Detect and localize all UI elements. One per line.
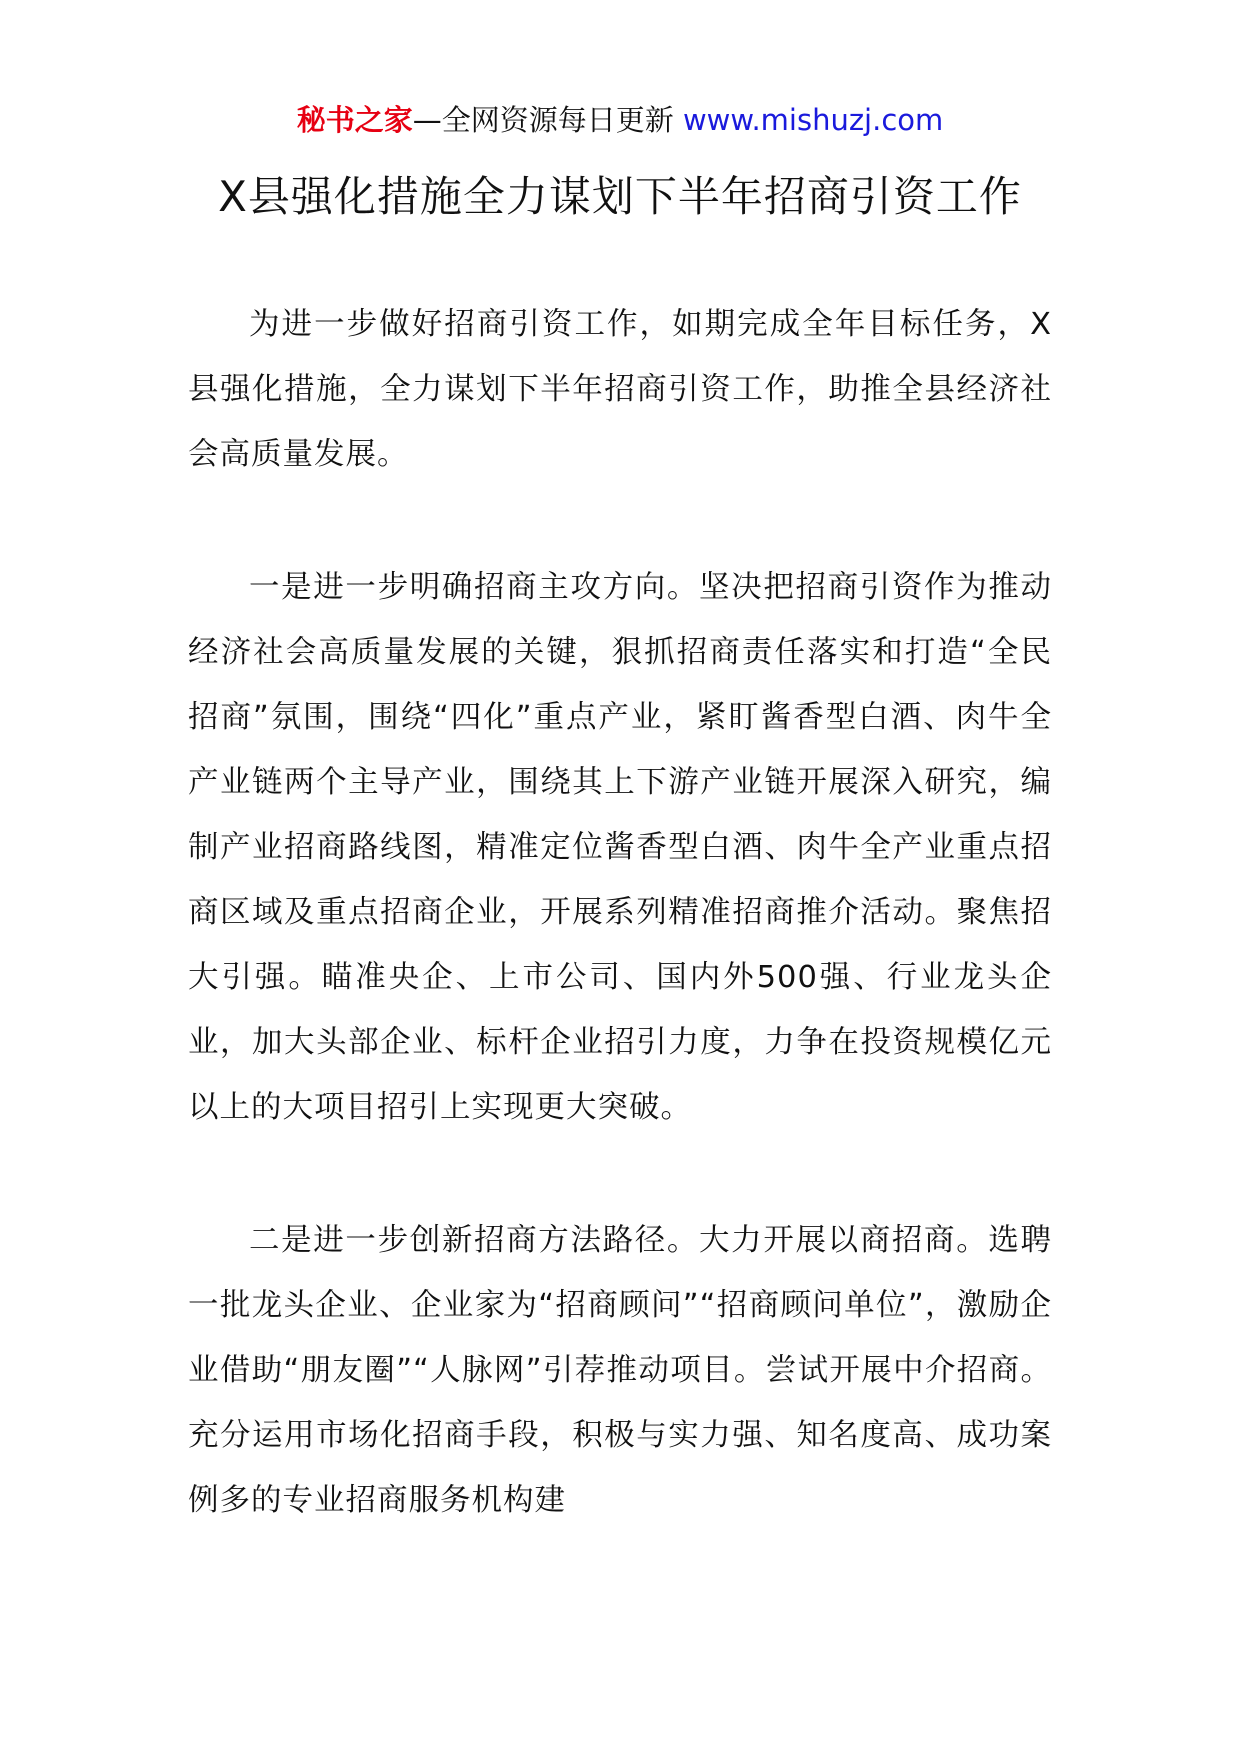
site-brand: 秘书之家 [296, 103, 413, 137]
document-title: X县强化措施全力谋划下半年招商引资工作 [218, 172, 1022, 221]
paragraph-section-1: 一是进一步明确招商主攻方向。坚决把招商引资作为推动经济社会高质量发展的关键，狠抓招商责任落实和打造“全民招商”氛围，围绕“四化”重点产业，紧盯酱香型白酒、肉牛全产业链两个主导产业，围绕其上下游产业链开展深入研究，编制产业招商路线图，精准定位酱香型白酒、肉牛全产业重点招商区域及重点招商企业，开展系列精准招商推介活动。聚焦招大引强。瞄准央企、上市公司、国内外500强、行业龙头企业，加大头部企业、标杆企业招引力度，力争在投资规模亿元以上的大项目招引上实现更大突破。 [188, 570, 1052, 1125]
paragraph-intro: 为进一步做好招商引资工作，如期完成全年目标任务，X县强化措施，全力谋划下半年招商引资工作，助推全县经济社会高质量发展。 [188, 307, 1052, 472]
site-url-link[interactable]: www.mishuzj.com [682, 103, 944, 137]
paragraph-section-2: 二是进一步创新招商方法路径。大力开展以商招商。选聘一批龙头企业、企业家为“招商顾问”“招商顾问单位”，激励企业借助“朋友圈”“人脉网”引荐推动项目。尝试开展中介招商。充分运用市场化招商手段，积极与实力强、知名度高、成功案例多的专业招商服务机构建 [188, 1223, 1052, 1518]
site-tagline: —全网资源每日更新 [412, 103, 674, 137]
document-body [188, 292, 1052, 1601]
site-header [0, 100, 1240, 140]
